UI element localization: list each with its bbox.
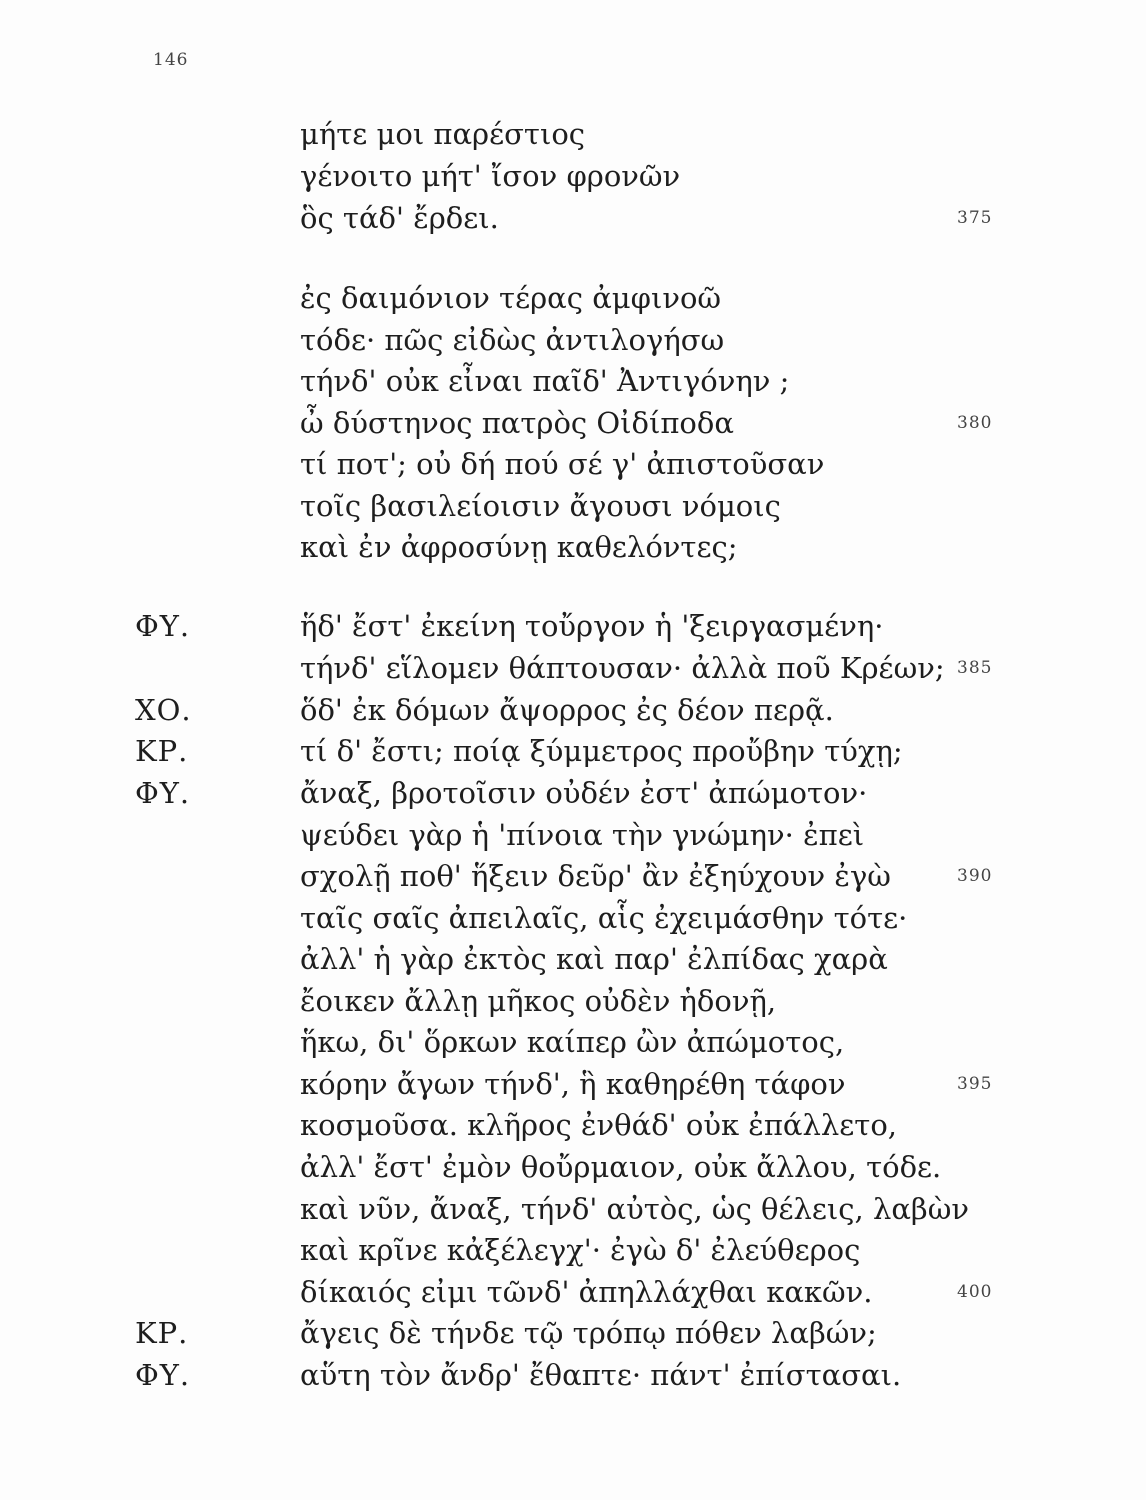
verse-line xyxy=(0,1355,1146,1395)
verse-text: καὶ νῦν, ἄναξ, τήνδ' αὐτὸς, ὡς θέλεις, λαβὼν xyxy=(300,1192,969,1226)
speaker-label: ΚΡ. xyxy=(135,1316,189,1350)
verse-text: μήτε μοι παρέστιος xyxy=(300,117,586,151)
verse-line xyxy=(0,690,1146,730)
speaker-label: ΧΟ. xyxy=(135,693,192,727)
speaker-label: ΦΥ. xyxy=(135,609,191,643)
verse-line xyxy=(0,1189,1146,1229)
line-number: 395 xyxy=(957,1074,993,1094)
verse-text: κόρην ἄγων τήνδ', ἣ καθηρέθη τάφον xyxy=(300,1067,846,1101)
verse-text: ἀλλ' ἡ γὰρ ἐκτὸς καὶ παρ' ἐλπίδας χαρὰ xyxy=(300,942,888,976)
line-number: 380 xyxy=(957,413,993,433)
verse-text: τήνδ' οὐκ εἶναι παῖδ' Ἀντιγόνην ; xyxy=(300,364,790,398)
speaker-label: ΦΥ. xyxy=(135,776,191,810)
verse-line xyxy=(0,1105,1146,1145)
verse-text: ἥδ' ἔστ' ἐκείνη τοὔργον ἡ 'ξειργασμένη· xyxy=(300,609,884,643)
verse-text: ἔοικεν ἄλλῃ μῆκος οὐδὲν ἡδονῇ, xyxy=(300,984,777,1018)
verse-text: ὦ δύστηνος πατρὸς Οἰδίποδα xyxy=(300,406,734,440)
verse-line xyxy=(0,1272,1146,1312)
verse-line xyxy=(0,444,1146,484)
verse-text: κοσμοῦσα. κλῆρος ἐνθάδ' οὐκ ἐπάλλετο, xyxy=(300,1108,898,1142)
line-number: 385 xyxy=(957,658,993,678)
verse-line xyxy=(0,939,1146,979)
verse-text: ἄναξ, βροτοῖσιν οὐδέν ἐστ' ἀπώμοτον· xyxy=(300,776,868,810)
verse-line xyxy=(0,156,1146,196)
verse-line xyxy=(0,403,1146,443)
verse-text: τοῖς βασιλείοισιν ἄγουσι νόμοις xyxy=(300,489,781,523)
verse-text: τήνδ' εἵλομεν θάπτουσαν· ἀλλὰ ποῦ Κρέων; xyxy=(300,651,945,685)
verse-text: ψεύδει γὰρ ἡ 'πίνοια τὴν γνώμην· ἐπεὶ xyxy=(300,818,865,852)
verse-line xyxy=(0,1230,1146,1270)
speaker-label: ΦΥ. xyxy=(135,1358,191,1392)
verse-text: ἥκω, δι' ὅρκων καίπερ ὢν ἀπώμοτος, xyxy=(300,1025,845,1059)
verse-text: αὕτη τὸν ἄνδρ' ἔθαπτε· πάντ' ἐπίστασαι. xyxy=(300,1358,902,1392)
line-number: 400 xyxy=(957,1282,993,1302)
verse-text: καὶ ἐν ἀφροσύνῃ καθελόντες; xyxy=(300,530,738,564)
verse-text: γένοιτο μήτ' ἴσον φρονῶν xyxy=(300,159,681,193)
verse-line xyxy=(0,1313,1146,1353)
verse-text: σχολῇ ποθ' ἥξειν δεῦρ' ἂν ἐξηύχουν ἐγὼ xyxy=(300,859,891,893)
verse-line xyxy=(0,606,1146,646)
line-number: 375 xyxy=(957,208,993,228)
verse-line xyxy=(0,1147,1146,1187)
verse-line xyxy=(0,486,1146,526)
verse-text: δίκαιός εἰμι τῶνδ' ἀπηλλάχθαι κακῶν. xyxy=(300,1275,873,1309)
verse-text: καὶ κρῖνε κἀξέλεγχ'· ἐγὼ δ' ἐλεύθερος xyxy=(300,1233,861,1267)
verse-text: ἀλλ' ἔστ' ἐμὸν θοὔρμαιον, οὐκ ἄλλου, τόδε. xyxy=(300,1150,942,1184)
verse-line xyxy=(0,856,1146,896)
verse-text: ὅδ' ἐκ δόμων ἄψορρος ἐς δέον περᾷ. xyxy=(300,693,834,727)
verse-line xyxy=(0,1022,1146,1062)
verse-line xyxy=(0,278,1146,318)
verse-line xyxy=(0,320,1146,360)
verse-text: τί δ' ἔστι; ποίᾳ ξύμμετρος προὔβην τύχῃ; xyxy=(300,734,903,768)
verse-line xyxy=(0,361,1146,401)
verse-text: ὃς τάδ' ἔρδει. xyxy=(300,201,499,235)
verse-line xyxy=(0,648,1146,688)
line-number: 390 xyxy=(957,866,993,886)
verse-line xyxy=(0,898,1146,938)
verse-line xyxy=(0,198,1146,238)
verse-line xyxy=(0,1064,1146,1104)
verse-text: ταῖς σαῖς ἀπειλαῖς, αἷς ἐχειμάσθην τότε· xyxy=(300,901,908,935)
verse-line xyxy=(0,773,1146,813)
verse-line xyxy=(0,981,1146,1021)
verse-text: ἄγεις δὲ τήνδε τῷ τρόπῳ πόθεν λαβών; xyxy=(300,1316,877,1350)
verse-line xyxy=(0,114,1146,154)
verse-line xyxy=(0,527,1146,567)
page-number: 146 xyxy=(153,50,189,70)
verse-line xyxy=(0,815,1146,855)
verse-text: τί ποτ'; οὐ δή πού σέ γ' ἀπιστοῦσαν xyxy=(300,447,825,481)
verse-text: τόδε· πῶς εἰδὼς ἀντιλογήσω xyxy=(300,323,725,357)
speaker-label: ΚΡ. xyxy=(135,734,189,768)
verse-text: ἐς δαιμόνιον τέρας ἀμφινοῶ xyxy=(300,281,722,315)
verse-line xyxy=(0,731,1146,771)
